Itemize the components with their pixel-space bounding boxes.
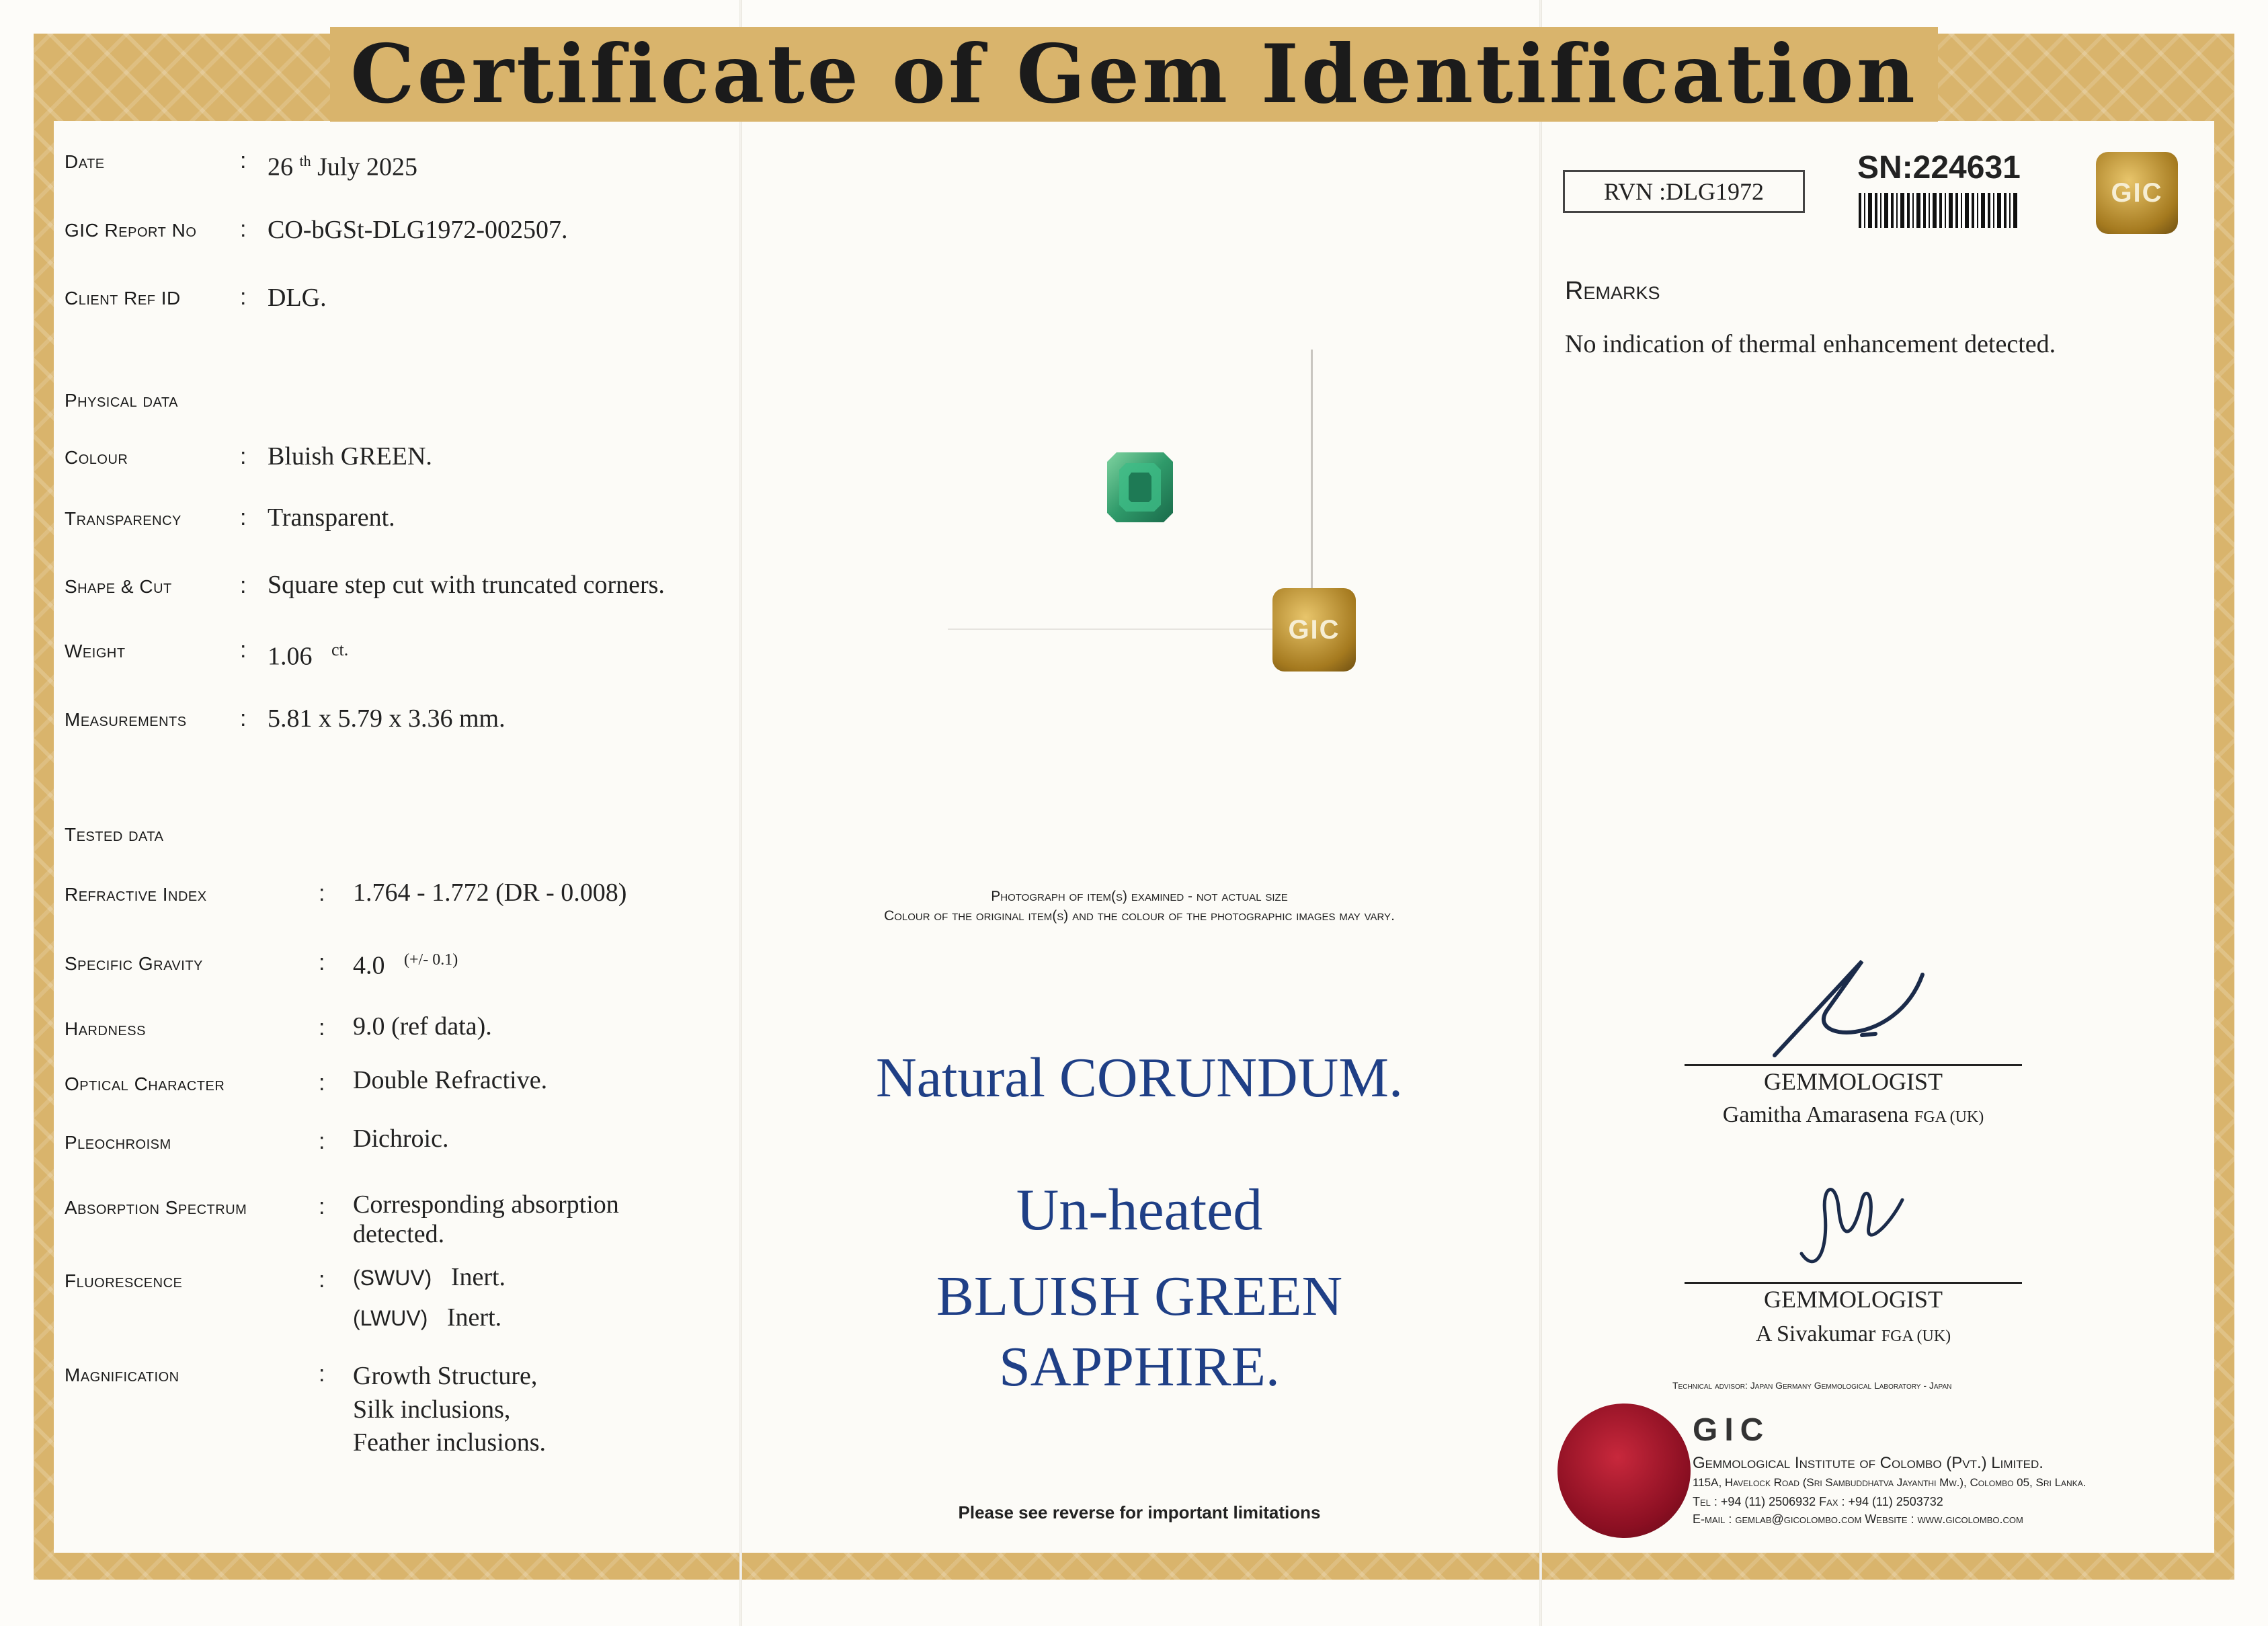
colon: : [240, 216, 247, 242]
gem-photo [1107, 452, 1173, 522]
refractive-index-value: 1.764 - 1.772 (DR - 0.008) [353, 879, 627, 907]
date-value: 26 $^{th}$ July 2025 [268, 153, 417, 181]
weight-label: Weight [65, 641, 126, 661]
variety-line1: BLUISH GREEN [936, 1265, 1343, 1328]
limitations-note: Please see reverse for important limitations [958, 1502, 1321, 1522]
treatment-text: Un-heated [1016, 1178, 1263, 1243]
date-label: Date [65, 151, 105, 172]
colon: : [240, 444, 247, 469]
magnification-line1: Growth Structure, [353, 1362, 538, 1390]
absorption-label: Absorption Spectrum [65, 1197, 247, 1218]
colon: : [240, 706, 247, 731]
magnification-line2: Silk inclusions, [353, 1395, 511, 1424]
org-short-name: GIC [1693, 1412, 1771, 1448]
optical-character-label: Optical Character [65, 1073, 225, 1094]
colon: : [240, 573, 247, 598]
measurements-value: 5.81 x 5.79 x 3.36 mm. [268, 704, 505, 733]
transparency-value: Transparent. [268, 503, 395, 532]
client-ref-value: DLG. [268, 284, 327, 312]
wax-seal [1557, 1404, 1691, 1538]
gic-hologram-badge: GIC [1272, 588, 1356, 672]
signature-2 [1788, 1173, 1916, 1287]
fluorescence-lwuv: (LWUV) Inert. [353, 1303, 502, 1332]
pleochroism-value: Dichroic. [353, 1125, 449, 1153]
colour-value: Bluish GREEN. [268, 442, 432, 471]
shape-cut-value: Square step cut with truncated corners. [268, 571, 665, 599]
rvn-box: RVN :DLG1972 [1563, 170, 1805, 213]
certificate-title: Certificate of Gem Identification [0, 27, 2268, 128]
shape-cut-label: Shape & Cut [65, 576, 172, 597]
colon: : [319, 1129, 325, 1154]
photo-guide-line-vertical [1311, 350, 1313, 592]
hardness-value: 9.0 (ref data). [353, 1012, 492, 1041]
species-text: Natural CORUNDUM. [876, 1047, 1403, 1109]
pleochroism-label: Pleochroism [65, 1132, 171, 1153]
gemmologist-1-title: GEMMOLOGIST [1764, 1068, 1943, 1095]
colon: : [240, 148, 247, 173]
colon: : [319, 1015, 325, 1041]
colon: : [319, 950, 325, 975]
transparency-label: Transparency [65, 508, 181, 529]
signature-1 [1761, 948, 1943, 1069]
gic-hologram-badge-top: GIC [2096, 152, 2178, 234]
report-no-label: GIC Report No [65, 220, 197, 241]
colour-label: Colour [65, 447, 128, 468]
fluorescence-swuv: (SWUV) Inert. [353, 1263, 506, 1291]
colon: : [240, 284, 247, 310]
remarks-heading: Remarks [1565, 277, 1660, 305]
colon: : [319, 881, 325, 906]
org-email: E-mail : gemlab@gicolombo.com Website : www.gicolombo.com [1693, 1512, 2023, 1526]
magnification-label: Magnification [65, 1365, 179, 1385]
measurements-label: Measurements [65, 709, 187, 730]
gemmologist-2-title: GEMMOLOGIST [1764, 1286, 1943, 1313]
org-phone: Tel : +94 (11) 2506932 Fax : +94 (11) 2503732 [1693, 1495, 1943, 1508]
magnification-line3: Feather inclusions. [353, 1428, 546, 1457]
serial-number: SN:224631 [1857, 150, 2021, 186]
photo-note-line1: Photograph of item(s) examined - not actual size [991, 889, 1288, 904]
gemmologist-2-name: A Sivakumar FGA (UK) [1755, 1322, 1951, 1346]
hardness-label: Hardness [65, 1018, 146, 1039]
client-ref-label: Client Ref ID [65, 288, 181, 309]
fluorescence-label: Fluorescence [65, 1270, 183, 1291]
signature-line-2 [1685, 1282, 2022, 1284]
serial-barcode [1859, 193, 2020, 228]
colon: : [319, 1070, 325, 1096]
org-full-name: Gemmological Institute of Colombo (Pvt.) Limited. [1693, 1454, 2043, 1472]
refractive-index-label: Refractive Index [65, 884, 207, 905]
signature-line-1 [1685, 1064, 2022, 1066]
gemmologist-1-name: Gamitha Amarasena FGA (UK) [1722, 1102, 1984, 1127]
photo-note-line2: Colour of the original item(s) and the colour of the photographic images may vary. [884, 908, 1395, 924]
specific-gravity-value: 4.0 $^{(+/- 0.1)}$ [353, 951, 458, 980]
weight-value: 1.06 $^{ct.}$ [268, 640, 349, 671]
colon: : [319, 1194, 325, 1219]
photo-guide-line-horizontal [948, 628, 1311, 630]
tested-data-heading: Tested data [65, 824, 164, 845]
specific-gravity-label: Specific Gravity [65, 953, 203, 974]
physical-data-heading: Physical data [65, 390, 178, 411]
colon: : [319, 1267, 325, 1293]
org-address: 115A, Havelock Road (Sri Sambuddhatva Jayanthi Mw.), Colombo 05, Sri Lanka. [1693, 1476, 2087, 1489]
absorption-value: Corresponding absorption detected. [353, 1190, 619, 1248]
fold-line-right [1539, 0, 1542, 1626]
remarks-text: No indication of thermal enhancement detected. [1565, 330, 2056, 358]
colon: : [319, 1361, 325, 1387]
technical-advisor: Technical advisor: Japan Germany Gemmological Laboratory - Japan [1672, 1380, 1952, 1391]
colon: : [240, 505, 247, 530]
variety-line2: SAPPHIRE. [999, 1336, 1280, 1398]
report-no-value: CO-bGSt-DLG1972-002507. [268, 216, 568, 244]
colon: : [240, 637, 247, 663]
optical-character-value: Double Refractive. [353, 1066, 548, 1094]
